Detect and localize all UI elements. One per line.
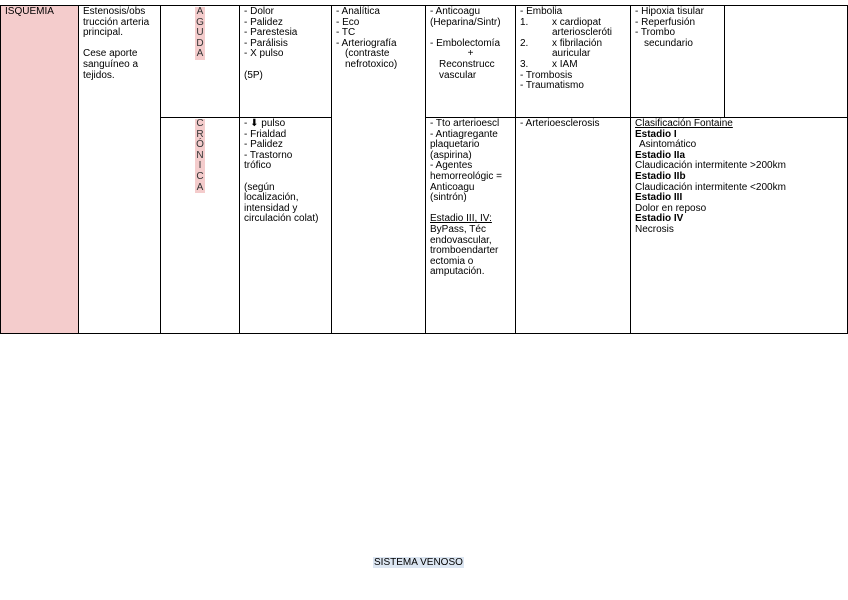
vertical-letter: R: [196, 128, 204, 140]
tratamiento-item: - Anticoagu (Heparina/Sintr): [430, 6, 501, 28]
sintoma: - Parálisis: [244, 37, 288, 49]
complicacion-item: - Trombo: [635, 27, 676, 39]
aguda-vertical-label: [161, 6, 240, 118]
isquemia-table: [0, 5, 848, 334]
aguda-tratamiento: [426, 6, 516, 118]
cronica-sintomas: [240, 118, 332, 334]
aguda-causas: [516, 6, 631, 118]
empty-cell: [725, 6, 848, 118]
sintoma: (según localización, intensidad y circulación colat): [244, 181, 319, 225]
fontaine-stage: Estadio IIb: [635, 170, 686, 182]
fontaine-desc: Claudicación intermitente >200km: [635, 160, 786, 172]
sintoma: - Dolor: [244, 6, 275, 17]
estadio-heading: Estadio III, IV:: [430, 213, 492, 225]
estadio-text: ByPass, Téc endovascular, tromboendarter ectomia o amputación.: [430, 223, 499, 278]
causa-item: - Trombosis: [520, 69, 573, 81]
definition-line: Cese aporte sanguíneo a tejidos.: [83, 48, 139, 81]
tratamiento-item: +: [467, 48, 474, 60]
tratamiento-item: - Antiagregante plaquetario (aspirina): [430, 128, 498, 161]
complicacion-item: - Reperfusión: [635, 16, 696, 28]
tratamiento-item: - Agentes hemorreológic = Anticoagu (sintrón): [430, 160, 502, 204]
vertical-letter: I: [198, 160, 202, 172]
diagnostico-cell: [332, 6, 426, 334]
causa-numbered: 3. x IAM: [520, 58, 578, 70]
diagnostico-item: - Arteriografía: [336, 37, 397, 49]
vertical-letter: A: [196, 181, 204, 193]
sintoma: - Frialdad: [244, 128, 287, 140]
sintoma: trófico: [244, 160, 272, 172]
definition-line: Estenosis/obs trucción arteria principal.: [83, 6, 150, 39]
cronica-tratamiento: [426, 118, 516, 334]
sintoma: - Palidez: [244, 16, 283, 28]
sintoma: (5P): [244, 69, 263, 81]
causa-item: - Traumatismo: [520, 80, 584, 92]
definition-cell: [79, 6, 161, 334]
sintoma: - Parestesia: [244, 27, 298, 39]
isquemia-label: ISQUEMIA: [1, 6, 79, 334]
sintoma: - Palidez: [244, 139, 283, 151]
fontaine-stage: Estadio III: [635, 192, 683, 204]
vertical-letter: C: [196, 118, 204, 129]
sintoma: - X pulso: [244, 48, 284, 60]
cronica-causa: - Arterioesclerosis: [516, 118, 631, 334]
tratamiento-item: Reconstrucc vascular: [439, 58, 495, 81]
fontaine-desc: Claudicación intermitente <200km: [635, 181, 786, 193]
fontaine-desc: Dolor en reposo: [635, 202, 707, 214]
fontaine-title: Clasificación Fontaine: [635, 118, 733, 129]
tratamiento-item: - Tto arterioescl: [430, 118, 500, 129]
fontaine-stage: Estadio I: [635, 128, 677, 140]
fontaine-desc: Necrosis: [635, 223, 674, 235]
vertical-letter: U: [196, 27, 204, 39]
diagnostico-item: nefrotoxico): [345, 58, 398, 70]
vertical-letter: D: [196, 37, 204, 49]
complicacion-item: secundario: [644, 37, 693, 49]
sintoma: - Trastorno: [244, 149, 293, 161]
causa-numbered: 2. x fibrilación auricular: [520, 37, 603, 60]
diagnostico-item: - Eco: [336, 16, 360, 28]
complicacion-item: - Hipoxia tisular: [635, 6, 704, 17]
diagnostico-item: (contraste: [345, 48, 390, 60]
sintoma: - ⬇ pulso: [244, 118, 286, 129]
vertical-letter: C: [196, 170, 204, 182]
diagnostico-item: - TC: [336, 27, 356, 39]
vertical-letter: A: [196, 6, 204, 17]
vertical-letter: N: [196, 149, 204, 161]
tratamiento-item: - Embolectomía: [430, 37, 501, 49]
aguda-sintomas: [240, 6, 332, 118]
section-heading-sistema-venoso: SISTEMA VENOSO: [374, 557, 463, 568]
fontaine-desc: Asintomático: [639, 139, 697, 151]
causa-item: - Embolia: [520, 6, 563, 17]
vertical-letter: G: [196, 16, 204, 28]
vertical-letter: A: [196, 48, 204, 60]
diagnostico-item: - Analítica: [336, 6, 380, 17]
aguda-complicaciones: [631, 6, 725, 118]
vertical-letter: Ó: [196, 139, 204, 151]
fontaine-classification: [631, 118, 848, 334]
causa-numbered: 1. x cardiopat arterioscleróti: [520, 16, 613, 39]
cronica-vertical-label: [161, 118, 240, 334]
fontaine-stage: Estadio IV: [635, 213, 684, 225]
fontaine-stage: Estadio IIa: [635, 149, 686, 161]
